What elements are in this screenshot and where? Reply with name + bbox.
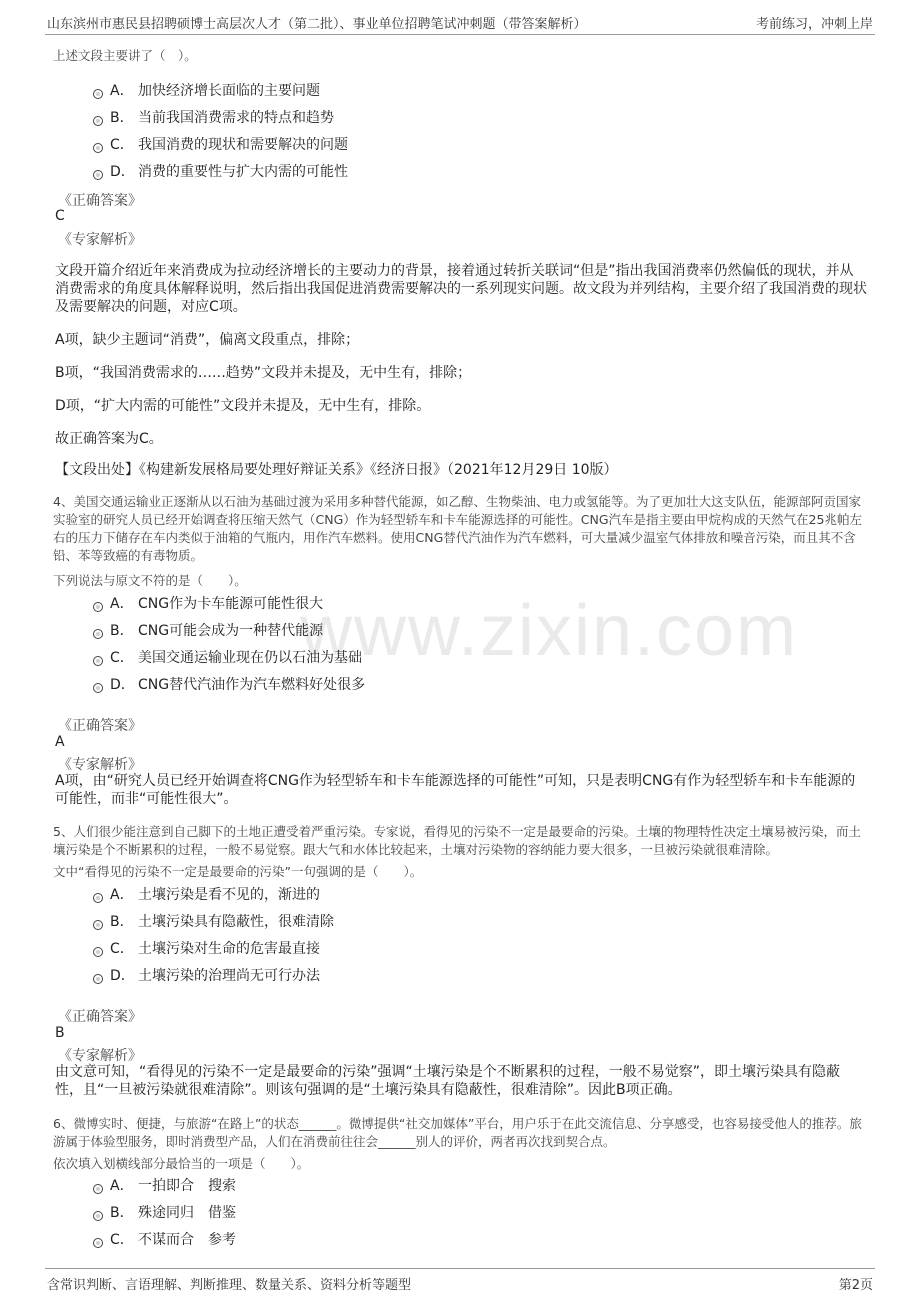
radio-icon[interactable] xyxy=(93,683,103,693)
answer-label: 《正确答案》 xyxy=(58,718,142,734)
analysis-conclusion: 故正确答案为C。 xyxy=(55,431,163,447)
question-prompt: 文中“看得见的污染不一定是最要命的污染”一句强调的是（ ）。 xyxy=(53,864,423,879)
question-stem: 4、美国交通运输业正逐渐从以石油为基础过渡为采用多种替代能源，如乙醇、生物柴油、电力或氢能等。为了更加壮大这支队伍，能源部阿贡国家实验室的研究人员已经开始调查将压缩天然气（CNG）作为轻型轿车和卡车能源选择的可能性。CNG汽车是指主要由甲烷构成的天然气在25兆帕左右的压力下储存在车内类似于油箱的气瓶内，用作汽车燃料。使用CNG替代汽油作为汽车燃料，可大量减少温室气体排放和噪音污染，而且其不含铅、苯等致癌的有毒物质。 xyxy=(53,494,862,563)
radio-icon[interactable] xyxy=(93,629,103,639)
analysis-label: 《专家解析》 xyxy=(58,232,142,248)
radio-icon[interactable] xyxy=(93,170,103,180)
option-c[interactable]: C． 不谋而合 参考 xyxy=(93,1229,236,1249)
page-number: 第2页 xyxy=(838,1278,873,1293)
correct-answer: B xyxy=(55,1025,65,1041)
answer-label: 《正确答案》 xyxy=(58,193,142,209)
analysis-note-a: A项，缺少主题词“消费”，偏离文段重点，排除； xyxy=(55,332,360,348)
footer-categories: 含常识判断、言语理解、判断推理、数量关系、资料分析等题型 xyxy=(47,1278,412,1293)
radio-icon[interactable] xyxy=(93,89,103,99)
radio-icon[interactable] xyxy=(93,1184,103,1194)
document-title: 山东滨州市惠民县招聘硕博士高层次人才（第二批）、事业单位招聘笔试冲刺题（带答案解析） xyxy=(47,17,587,32)
radio-icon[interactable] xyxy=(93,920,103,930)
option-c[interactable]: C． 土壤污染对生命的危害最直接 xyxy=(93,938,320,958)
radio-icon[interactable] xyxy=(93,947,103,957)
option-a[interactable]: A． 加快经济增长面临的主要问题 xyxy=(93,80,320,100)
radio-icon[interactable] xyxy=(93,602,103,612)
answer-label: 《正确答案》 xyxy=(58,1009,142,1025)
question-prompt: 上述文段主要讲了（ ）。 xyxy=(53,48,197,63)
page-footer xyxy=(45,1268,875,1293)
option-a[interactable]: A． 土壤污染是看不见的，渐进的 xyxy=(93,884,320,904)
option-a[interactable]: A． 一拍即合 搜索 xyxy=(93,1175,236,1195)
question-stem: 6、微博实时、便捷，与旅游“在路上”的状态______。微博提供“社交加媒体”平台，用户乐于在此交流信息、分享感受，也容易接受他人的推荐。旅游属于体验型服务，即时消费型产品，人们在消费前往往会______别人的评价，两者再次找到契合点。 xyxy=(53,1116,862,1149)
radio-icon[interactable] xyxy=(93,656,103,666)
watermark: www.zixin.com xyxy=(300,591,799,671)
page-header xyxy=(45,10,875,35)
option-b[interactable]: B． CNG可能会成为一种替代能源 xyxy=(93,620,323,640)
option-c[interactable]: C． 我国消费的现状和需要解决的问题 xyxy=(93,134,348,154)
analysis-text: 由文意可知，“看得见的污染不一定是最要命的污染”强调“土壤污染是个不断累积的过程，一般不易觉察”，即土壤污染具有隐蔽性，且“一旦被污染就很难清除”。则该句强调的是“土壤污染具有隐蔽性，很难清除”。因此B项正确。 xyxy=(55,1064,841,1098)
analysis-label: 《专家解析》 xyxy=(58,757,142,773)
option-d[interactable]: D． CNG替代汽油作为汽车燃料好处很多 xyxy=(93,674,365,694)
question-prompt: 下列说法与原文不符的是（ ）。 xyxy=(53,573,247,588)
analysis-text: 文段开篇介绍近年来消费成为拉动经济增长的主要动力的背景，接着通过转折关联词“但是”指出我国消费率仍然偏低的现状，并从消费需求的角度具体解释说明，然后指出我国促进消费需要解决的一系列现实问题。故文段为并列结构，主要介绍了我国消费的现状及需要解决的问题，对应C项。 xyxy=(55,263,867,315)
header-slogan: 考前练习，冲刺上岸 xyxy=(755,17,873,32)
option-b[interactable]: B． 当前我国消费需求的特点和趋势 xyxy=(93,107,334,127)
radio-icon[interactable] xyxy=(93,143,103,153)
option-d[interactable]: D． 消费的重要性与扩大内需的可能性 xyxy=(93,161,348,181)
analysis-label: 《专家解析》 xyxy=(58,1048,142,1064)
option-b[interactable]: B． 殊途同归 借鉴 xyxy=(93,1202,236,1222)
analysis-note-b: B项，“我国消费需求的……趋势”文段并未提及，无中生有，排除； xyxy=(55,365,472,381)
option-c[interactable]: C． 美国交通运输业现在仍以石油为基础 xyxy=(93,647,362,667)
analysis-note-d: D项，“扩大内需的可能性”文段并未提及，无中生有，排除。 xyxy=(55,398,431,414)
radio-icon[interactable] xyxy=(93,1211,103,1221)
radio-icon[interactable] xyxy=(93,974,103,984)
radio-icon[interactable] xyxy=(93,1238,103,1248)
radio-icon[interactable] xyxy=(93,893,103,903)
radio-icon[interactable] xyxy=(93,116,103,126)
correct-answer: C xyxy=(55,208,65,224)
correct-answer: A xyxy=(55,734,65,750)
option-b[interactable]: B． 土壤污染具有隐蔽性，很难清除 xyxy=(93,911,334,931)
option-a[interactable]: A． CNG作为卡车能源可能性很大 xyxy=(93,593,323,613)
source-citation: 【文段出处】《构建新发展格局要处理好辩证关系》《经济日报》（2021年12月29日 10版） xyxy=(55,462,618,478)
analysis-text: A项，由“研究人员已经开始调查将CNG作为轻型轿车和卡车能源选择的可能性”可知，只是表明CNG有作为轻型轿车和卡车能源的可能性，而非“可能性很大”。 xyxy=(55,773,856,807)
question-prompt: 依次填入划横线部分最恰当的一项是（ ）。 xyxy=(53,1156,310,1171)
question-stem: 5、人们很少能注意到自己脚下的土地正遭受着严重污染。专家说，看得见的污染不一定是最要命的污染。土壤的物理特性决定土壤易被污染，而土壤污染是个不断累积的过程，一般不易觉察。跟大气和水体比较起来，土壤对污染物的容纳能力要大很多，一旦被污染就很难清除。 xyxy=(53,824,861,857)
option-d[interactable]: D． 土壤污染的治理尚无可行办法 xyxy=(93,965,320,985)
